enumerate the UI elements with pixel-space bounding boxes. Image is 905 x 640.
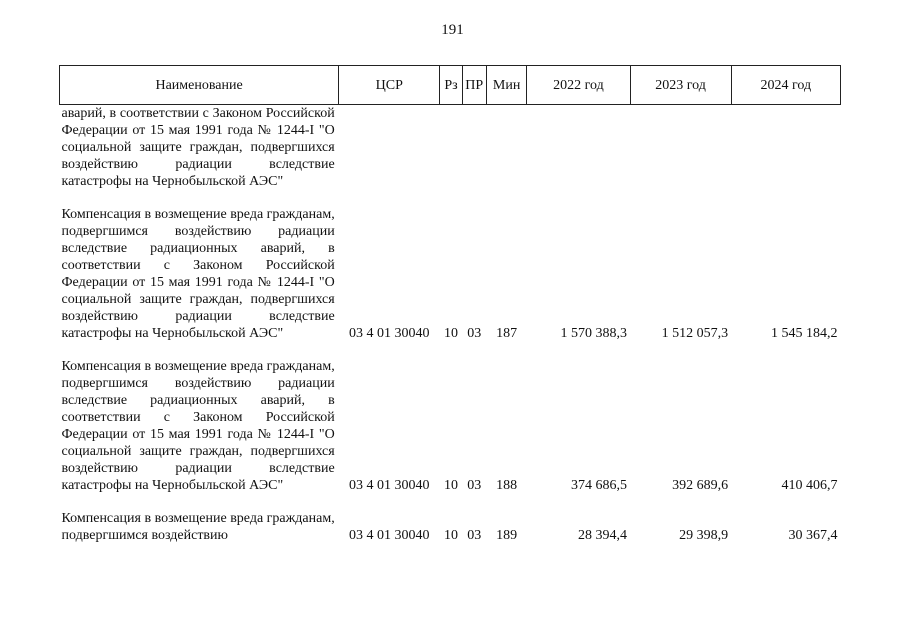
- row-min: 188: [496, 478, 518, 493]
- row-rz: 10: [443, 326, 458, 341]
- header-pr: ПР: [462, 66, 486, 105]
- row-2022: [527, 105, 630, 191]
- table-row: [60, 494, 841, 544]
- budget-table: [59, 65, 841, 544]
- row-2024: [731, 105, 840, 191]
- page-number: 191: [441, 22, 464, 38]
- header-2023: 2023 год: [630, 66, 731, 105]
- row-2022: 28 394,4: [578, 528, 628, 543]
- row-min: 189: [496, 528, 518, 543]
- table-row: [60, 342, 841, 494]
- row-csr: 03 4 01 30040: [349, 528, 430, 543]
- row-name: аварий, в соответствии с Законом Российской Федерации от 15 мая 1991 года № 1244-I "О социальной защите граждан, подвергшихся воздействию радиации вследствие катастрофы на Чернобыльской АЭС": [61, 106, 335, 189]
- row-pr: [462, 105, 486, 191]
- header-csr: ЦСР: [339, 66, 440, 105]
- row-csr: 03 4 01 30040: [349, 326, 430, 341]
- header-rz: Рз: [440, 66, 462, 105]
- row-csr: 03 4 01 30040: [349, 478, 430, 493]
- row-pr: 03: [467, 326, 482, 341]
- row-rz: 10: [443, 478, 458, 493]
- row-rz: 10: [443, 528, 458, 543]
- row-2022: 374 686,5: [571, 478, 628, 493]
- row-2023: 1 512 057,3: [661, 326, 729, 341]
- row-pr: 03: [467, 528, 482, 543]
- row-min: 187: [496, 326, 518, 341]
- row-name: Компенсация в возмещение вреда гражданам, подвергшимся воздействию радиации вследствие радиационных аварий, в соответствии с Законом Российской Федерации от 15 мая 1991 года № 1244-I "О социальной защите граждан, подвергшихся воздействию радиации вследствие катастрофы на Чернобыльской АЭС": [61, 359, 335, 493]
- header-name: Наименование: [60, 66, 339, 105]
- row-2023: 392 689,6: [672, 478, 729, 493]
- row-2023: 29 398,9: [679, 528, 729, 543]
- row-pr: 03: [467, 478, 482, 493]
- row-2024: 1 545 184,2: [771, 326, 838, 341]
- table-header: [60, 66, 841, 105]
- table-row: [60, 105, 841, 191]
- header-2022: 2022 год: [527, 66, 630, 105]
- row-name: Компенсация в возмещение вреда гражданам, подвергшимся воздействию: [61, 511, 335, 543]
- row-2024: 30 367,4: [788, 528, 838, 543]
- row-name: Компенсация в возмещение вреда гражданам, подвергшимся воздействию радиации вследствие радиационных аварий, в соответствии с Законом Российской Федерации от 15 мая 1991 года № 1244-I "О социальной защите граждан, подвергшихся воздействию радиации вследствие катастрофы на Чернобыльской АЭС": [61, 207, 335, 341]
- table-row: [60, 190, 841, 342]
- row-min: [486, 105, 526, 191]
- row-2024: 410 406,7: [781, 478, 838, 493]
- row-2022: 1 570 388,3: [560, 326, 628, 341]
- row-rz: [440, 105, 462, 191]
- row-csr: [339, 105, 440, 191]
- row-2023: [630, 105, 731, 191]
- header-min: Мин: [486, 66, 526, 105]
- header-2024: 2024 год: [731, 66, 840, 105]
